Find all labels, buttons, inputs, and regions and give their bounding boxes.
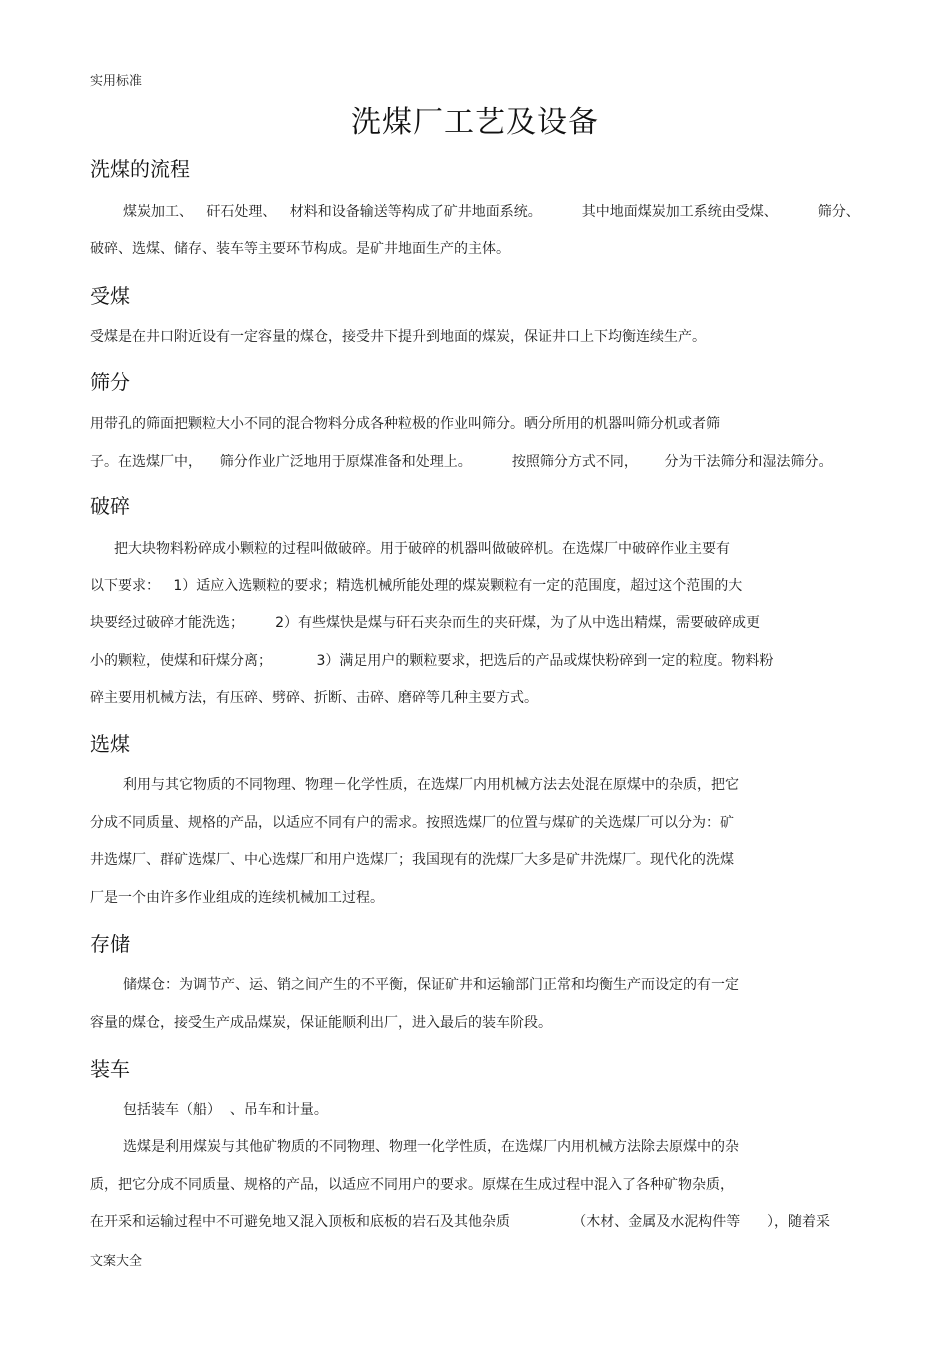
section-heading-crushing: 破碎 [90, 494, 130, 518]
paragraph-line: 分成不同质量、规格的产品，以适应不同有户的需求。按照选煤厂的位置与煤矿的关选煤厂可以分为：矿 [90, 815, 734, 831]
paragraph-line: 井选煤厂、群矿选煤厂、中心选煤厂和用户选煤厂；我国现有的洗煤厂大多是矿井洗煤厂。现代化的洗煤 [90, 852, 734, 868]
paragraph-line: 容量的煤仓，接受生产成品煤炭，保证能顺利出厂，进入最后的装车阶段。 [90, 1015, 552, 1031]
page-header-label: 实用标准 [90, 74, 143, 89]
paragraph-line: 煤炭加工、 矸石处理、 材料和设备输送等构成了矿井地面系统。 其中地面煤炭加工系统由受煤、 筛分、 [123, 204, 860, 220]
paragraph-line: 在开采和运输过程中不可避免地又混入顶板和底板的岩石及其他杂质 （木材、金属及水泥构件等 ），随着采 [90, 1214, 831, 1230]
paragraph-line: 碎主要用机械方法，有压碎、劈碎、折断、击碎、磨碎等几种主要方式。 [90, 690, 538, 706]
paragraph-line: 选煤是利用煤炭与其他矿物质的不同物理、物理一化学性质，在选煤厂内用机械方法除去原煤中的杂 [123, 1139, 739, 1155]
paragraph-line: 储煤仓：为调节产、运、销之间产生的不平衡，保证矿井和运输部门正常和均衡生产而设定的有一定 [123, 977, 739, 993]
paragraph-line: 用带孔的筛面把颗粒大小不同的混合物料分成各种粒极的作业叫筛分。晒分所用的机器叫筛分机或者筛 [90, 416, 720, 432]
document-title: 洗煤厂工艺及设备 [351, 105, 599, 140]
page-footer-label: 文案大全 [90, 1254, 143, 1269]
paragraph-line: 受煤是在井口附近设有一定容量的煤仓，接受井下提升到地面的煤炭，保证井口上下均衡连续生产。 [90, 329, 706, 345]
section-heading-receiving: 受煤 [90, 284, 130, 308]
paragraph-line: 质，把它分成不同质量、规格的产品，以适应不同用户的要求。原煤在生成过程中混入了各种矿物杂质， [90, 1177, 734, 1193]
section-heading-loading: 装车 [90, 1057, 130, 1081]
section-heading-flow: 洗煤的流程 [90, 157, 190, 181]
paragraph-line: 子。在选煤厂中， 筛分作业广泛地用于原煤准备和处理上。 按照筛分方式不同， 分为干法筛分和湿法筛分。 [90, 454, 833, 470]
paragraph-line: 包括装车（船） 、吊车和计量。 [123, 1102, 328, 1118]
section-heading-washing: 选煤 [90, 732, 130, 756]
section-heading-storage: 存储 [90, 932, 130, 956]
paragraph-line: 小的颗粒，使煤和矸煤分离； 3）满足用户的颗粒要求，把选后的产品或煤快粉碎到一定的粒度。物料粉 [90, 653, 774, 669]
paragraph-line: 利用与其它物质的不同物理、物理－化学性质，在选煤厂内用机械方法去处混在原煤中的杂质，把它 [123, 777, 739, 793]
paragraph-line: 厂是一个由许多作业组成的连续机械加工过程。 [90, 890, 384, 906]
paragraph-line: 把大块物料粉碎成小颗粒的过程叫做破碎。用于破碎的机器叫做破碎机。在选煤厂中破碎作业主要有 [114, 541, 730, 557]
paragraph-line: 以下要求： 1）适应入选颗粒的要求；精选机械所能处理的煤炭颗粒有一定的范围度，超过这个范围的大 [90, 578, 743, 594]
section-heading-screening: 筛分 [90, 370, 130, 394]
paragraph-line: 块要经过破碎才能洗选； 2）有些煤快是煤与矸石夹杂而生的夹矸煤，为了从中选出精煤，需要破碎成更 [90, 615, 761, 631]
paragraph-line: 破碎、选煤、储存、装车等主要环节构成。是矿井地面生产的主体。 [90, 241, 510, 257]
